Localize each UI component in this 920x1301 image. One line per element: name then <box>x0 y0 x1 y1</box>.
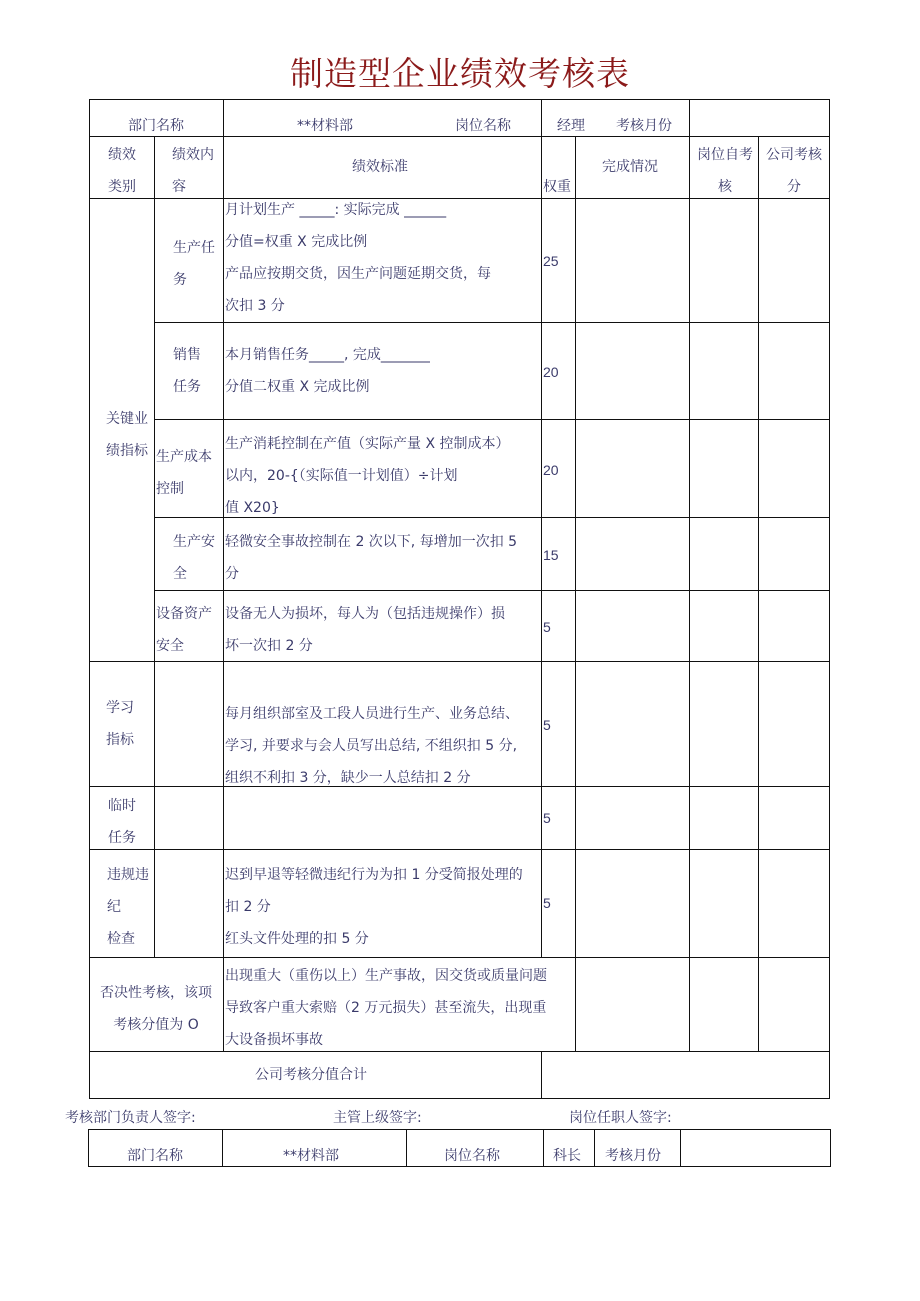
key-item-standard: 本月销售任务_____, 完成_______ 分值二权重 X 完成比例 <box>225 347 430 395</box>
total-label: 公司考核分值合计 <box>255 1067 367 1083</box>
col-divider <box>154 136 155 957</box>
violation-standard: 迟到早退等轻微违纪行为为扣 1 分受简报处理的 扣 2 分 红头文件处理的扣 5 分 <box>225 867 523 947</box>
row-divider <box>154 590 830 591</box>
row-divider <box>89 849 830 850</box>
study-standard: 每月组织部室及工段人员进行生产、业务总结、 学习, 并要求与会人员写出总结, 不组织扣 5 分, 组织不利扣 3 分，缺少一人总结扣 2 分 <box>225 706 519 786</box>
page-title: 制造型企业绩效考核表 <box>290 54 630 93</box>
month-label: 考核月份 <box>616 118 672 134</box>
key-item-content: 生产任 务 <box>173 240 215 288</box>
study-category: 学习 指标 <box>106 700 134 748</box>
signature-employee: 岗位任职人签字: <box>569 1110 672 1126</box>
row-divider <box>154 322 830 323</box>
key-item-content: 生产成本 控制 <box>156 449 212 497</box>
col-header-weight: 权重 <box>543 179 571 195</box>
col-header-company-score: 公司考核 分 <box>766 147 822 195</box>
key-item-weight: 25 <box>543 253 559 269</box>
dept-value-2: **材料部 <box>283 1148 339 1164</box>
col-divider <box>575 136 576 1051</box>
col-header-completion: 完成情况 <box>602 159 658 175</box>
signature-superior: 主管上级签字: <box>333 1110 422 1126</box>
violation-weight: 5 <box>543 895 551 911</box>
signature-dept-head: 考核部门负责人签字: <box>65 1110 196 1126</box>
col-divider <box>689 99 690 136</box>
post-label: 岗位名称 <box>455 118 511 134</box>
key-item-weight: 20 <box>543 462 559 478</box>
violation-category: 违规违 纪 检查 <box>107 867 149 947</box>
row-divider <box>89 136 830 137</box>
col-divider <box>758 136 759 1051</box>
col-header-self-score: 岗位自考 核 <box>697 147 753 195</box>
key-item-weight: 5 <box>543 619 551 635</box>
key-item-content: 设备资产 安全 <box>156 606 212 654</box>
post-value: 经理 <box>557 118 585 134</box>
col-divider <box>223 99 224 136</box>
col-divider <box>222 1129 223 1167</box>
key-item-weight: 20 <box>543 364 559 380</box>
temp-category: 临时 任务 <box>108 798 136 846</box>
key-item-standard: 月计划生产 _____: 实际完成 ______ 分值=权重 X 完成比例 产品应按期交货，因生产问题延期交货，每 次扣 3 分 <box>225 202 491 314</box>
col-header-category: 绩效 类别 <box>108 147 136 195</box>
key-item-standard: 设备无人为损坏，每人为（包括违规操作）损 坏一次扣 2 分 <box>225 606 505 654</box>
post-label-2: 岗位名称 <box>444 1148 500 1164</box>
dept-label-2: 部门名称 <box>127 1148 183 1164</box>
month-label-2: 考核月份 <box>605 1148 661 1164</box>
col-divider <box>223 136 224 1051</box>
dept-label: 部门名称 <box>128 118 184 134</box>
veto-standard: 出现重大（重伤以上）生产事故，因交货或质量问题 导致客户重大索赔（2 万元损失）甚至流失，出现重 大设备损坏事故 <box>225 968 547 1048</box>
dept-value: **材料部 <box>297 118 353 134</box>
row-divider <box>89 957 830 958</box>
col-divider <box>594 1129 595 1167</box>
key-group-label: 关键业 绩指标 <box>106 411 148 459</box>
col-header-standard: 绩效标准 <box>352 159 408 175</box>
veto-label: 否决性考核，该项 考核分值为 O <box>100 985 212 1033</box>
temp-weight: 5 <box>543 810 551 826</box>
col-divider <box>406 1129 407 1167</box>
key-item-content: 销售 任务 <box>173 347 201 395</box>
key-item-standard: 轻微安全事故控制在 2 次以下, 每增加一次扣 5 分 <box>225 534 518 582</box>
key-item-weight: 15 <box>543 547 559 563</box>
key-item-content: 生产安 全 <box>173 534 215 582</box>
col-header-content: 绩效内 容 <box>172 147 214 195</box>
col-divider <box>541 1051 542 1099</box>
col-divider <box>541 136 542 957</box>
row-divider <box>154 419 830 420</box>
study-weight: 5 <box>543 717 551 733</box>
col-divider <box>543 1129 544 1167</box>
col-divider <box>680 1129 681 1167</box>
key-item-standard: 生产消耗控制在产值（实际产量 X 控制成本） 以内，20-{（实际值一计划值）÷计划 值 X20} <box>225 436 510 516</box>
col-divider <box>541 99 542 136</box>
col-divider <box>689 136 690 1051</box>
post-value-2: 科长 <box>553 1148 581 1164</box>
